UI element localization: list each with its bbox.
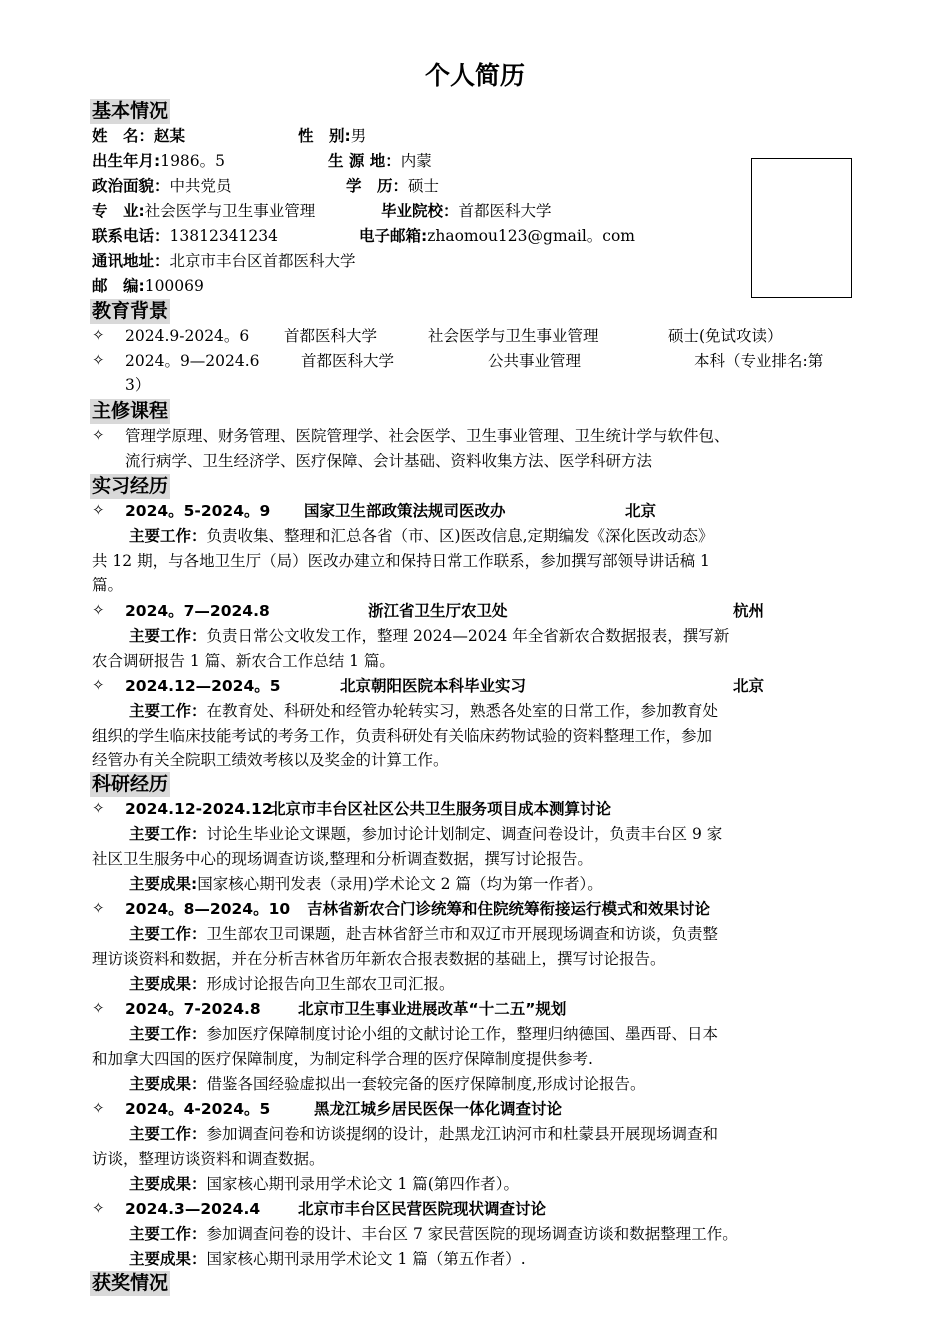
degree-label: 学 历： <box>346 177 409 195</box>
edu-1-major: 社会医学与卫生事业管理 <box>428 327 599 345</box>
major-label: 专 业: <box>92 202 145 220</box>
intern-3-line-1 <box>129 701 718 721</box>
research-1-period: 2024.12-2024.12 <box>125 800 273 818</box>
bullet-icon: ✧ <box>92 799 105 817</box>
intern-3-city: 北京 <box>733 677 765 695</box>
intern-2-line-1 <box>129 626 729 646</box>
intern-3-period: 2024.12—2024。5 <box>125 677 281 695</box>
intern-3-line-3: 经管办有关全院职工绩效考核以及奖金的计算工作。 <box>92 751 449 769</box>
intern-3-org: 北京朝阳医院本科毕业实习 <box>340 677 527 695</box>
origin-value: 内蒙 <box>400 152 432 170</box>
work-text: 负责日常公文收发工作，整理 2024—2024 年全省新农合数据报表，撰写新 <box>206 627 730 645</box>
gender-value: 男 <box>350 127 367 145</box>
courses-line-1: 管理学原理、财务管理、医院管理学、社会医学、卫生事业管理、卫生统计学与软件包、 <box>125 427 730 445</box>
birth-label: 出生年月: <box>92 152 161 170</box>
edu-2-degree-cont: 3） <box>125 376 151 394</box>
work-label: 主要工作： <box>129 925 207 943</box>
intern-2-org: 浙江省卫生厅农卫处 <box>368 602 508 620</box>
work-text: 在教育处、科研处和经管办轮转实习，熟悉各处室的日常工作，参加教育处 <box>206 702 719 720</box>
phone-value: 13812341234 <box>169 227 278 245</box>
research-5-topic: 北京市丰台区民营医院现状调查讨论 <box>298 1200 547 1218</box>
zip-value: 100069 <box>144 277 204 295</box>
bullet-icon: ✧ <box>92 351 105 369</box>
bullet-icon: ✧ <box>92 601 105 619</box>
research-1-result <box>129 874 603 894</box>
result-text: 国家核心期刊发表（录用)学术论文 2 篇（均为第一作者）。 <box>197 875 603 893</box>
research-4-period: 2024。4-2024。5 <box>125 1100 271 1118</box>
work-label: 主要工作： <box>129 702 207 720</box>
courses-line-2: 流行病学、卫生经济学、医疗保障、会计基础、资料收集方法、医学科研方法 <box>125 452 653 470</box>
research-3-topic: 北京市卫生事业进展改革“十二五”规划 <box>298 1000 567 1018</box>
phone-row <box>92 226 278 246</box>
intern-2-period: 2024。7—2024.8 <box>125 602 270 620</box>
intern-2-city: 杭州 <box>733 602 765 620</box>
page-title: 个人简历 <box>424 61 525 90</box>
intern-1-org: 国家卫生部政策法规司医改办 <box>304 502 506 520</box>
research-2-period: 2024。8—2024。10 <box>125 900 291 918</box>
work-text: 参加调查问卷和访谈提纲的设计，赴黑龙江讷河市和杜蒙县开展现场调查和 <box>206 1125 719 1143</box>
politics-row <box>92 176 232 196</box>
bullet-icon: ✧ <box>92 899 105 917</box>
bullet-icon: ✧ <box>92 501 105 519</box>
work-label: 主要工作： <box>129 627 207 645</box>
section-awards-heading: 获奖情况 <box>92 1272 169 1294</box>
intern-3-line-2: 组织的学生临床技能考试的考务工作，负责科研处有关临床药物试验的资料整理工作，参加 <box>92 727 713 745</box>
result-label: 主要成果： <box>129 1175 207 1193</box>
email-row <box>359 226 635 246</box>
intern-2-line-2: 农合调研报告 1 篇、新农合工作总结 1 篇。 <box>92 652 395 670</box>
address-value: 北京市丰台区首都医科大学 <box>169 252 356 270</box>
bullet-icon: ✧ <box>92 326 105 344</box>
research-4-work-2: 访谈，整理访谈资料和调查数据。 <box>92 1150 325 1168</box>
research-4-topic: 黑龙江城乡居民医保一体化调查讨论 <box>314 1100 563 1118</box>
school-row <box>381 201 552 221</box>
degree-row <box>346 176 439 196</box>
origin-row <box>328 151 432 171</box>
intern-1-line-3: 篇。 <box>92 576 124 594</box>
edu-2-degree: 本科（专业排名:第 <box>694 352 824 370</box>
phone-label: 联系电话： <box>92 227 170 245</box>
result-text: 国家核心期刊录用学术论文 1 篇（第五作者）. <box>206 1250 526 1268</box>
result-label: 主要成果： <box>129 975 207 993</box>
name-row <box>92 126 185 146</box>
gender-row <box>298 126 366 146</box>
result-text: 国家核心期刊录用学术论文 1 篇(第四作者）。 <box>206 1175 520 1193</box>
research-3-period: 2024。7-2024.8 <box>125 1000 261 1018</box>
work-label: 主要工作： <box>129 1125 207 1143</box>
research-5-work-1 <box>129 1224 738 1244</box>
section-courses-heading: 主修课程 <box>92 400 169 422</box>
research-3-work-1 <box>129 1024 718 1044</box>
photo-placeholder <box>751 158 852 298</box>
work-label: 主要工作： <box>129 1225 207 1243</box>
edu-1-school: 首都医科大学 <box>284 327 378 345</box>
research-2-work-1 <box>129 924 718 944</box>
work-label: 主要工作： <box>129 527 207 545</box>
degree-value: 硕士 <box>408 177 440 195</box>
work-label: 主要工作： <box>129 1025 207 1043</box>
research-2-topic: 吉林省新农合门诊统筹和住院统筹衔接运行模式和效果讨论 <box>307 900 711 918</box>
intern-1-period: 2024。5-2024。9 <box>125 502 271 520</box>
section-internship-heading: 实习经历 <box>92 475 169 497</box>
section-research-heading: 科研经历 <box>92 773 169 795</box>
work-text: 卫生部农卫司课题，赴吉林省舒兰市和双辽市开展现场调查和访谈，负责整 <box>206 925 719 943</box>
result-label: 主要成果: <box>129 875 198 893</box>
section-education-heading: 教育背景 <box>92 300 169 322</box>
major-row <box>92 201 315 221</box>
research-4-work-1 <box>129 1124 718 1144</box>
research-3-result <box>129 1074 645 1094</box>
politics-value: 中共党员 <box>169 177 232 195</box>
section-basic-heading: 基本情况 <box>92 100 169 122</box>
zip-label: 邮 编: <box>92 277 145 295</box>
major-value: 社会医学与卫生事业管理 <box>144 202 316 220</box>
gender-label: 性 别: <box>298 127 351 145</box>
email-label: 电子邮箱: <box>359 227 428 245</box>
result-text: 借鉴各国经验虚拟出一套较完备的医疗保障制度,形成讨论报告。 <box>206 1075 646 1093</box>
name-label: 姓 名： <box>92 127 155 145</box>
result-label: 主要成果： <box>129 1250 207 1268</box>
research-5-period: 2024.3—2024.4 <box>125 1200 261 1218</box>
name-value: 赵某 <box>154 127 186 145</box>
research-1-work-1 <box>129 824 722 844</box>
politics-label: 政治面貌： <box>92 177 170 195</box>
edu-2-school: 首都医科大学 <box>301 352 395 370</box>
research-2-result <box>129 974 455 994</box>
work-text: 讨论生毕业论文课题，参加讨论计划制定、调查问卷设计，负责丰台区 9 家 <box>206 825 723 843</box>
school-label: 毕业院校： <box>381 202 459 220</box>
bullet-icon: ✧ <box>92 426 105 444</box>
research-3-work-2: 和加拿大四国的医疗保障制度，为制定科学合理的医疗保障制度提供参考. <box>92 1050 593 1068</box>
research-5-result <box>129 1249 526 1269</box>
birth-row <box>92 151 225 171</box>
address-row <box>92 251 356 271</box>
edu-2-period: 2024。9—2024.6 <box>125 352 260 370</box>
research-1-work-2: 社区卫生服务中心的现场调查访谈,整理和分析调查数据，撰写讨论报告。 <box>92 850 593 868</box>
work-text: 参加调查问卷的设计、丰台区 7 家民营医院的现场调查访谈和数据整理工作。 <box>206 1225 738 1243</box>
intern-1-line-1 <box>129 526 714 546</box>
bullet-icon: ✧ <box>92 999 105 1017</box>
intern-1-line-2: 共 12 期，与各地卫生厅（局）医改办建立和保持日常工作联系，参加撰写部领导讲话稿 1 <box>92 552 710 570</box>
birth-value: 1986。5 <box>160 152 226 170</box>
research-2-work-2: 理访谈资料和数据，并在分析吉林省历年新农合报表数据的基础上，撰写讨论报告。 <box>92 950 666 968</box>
bullet-icon: ✧ <box>92 676 105 694</box>
address-label: 通讯地址： <box>92 252 170 270</box>
edu-2-major: 公共事业管理 <box>488 352 582 370</box>
edu-1-period: 2024.9-2024。6 <box>125 327 250 345</box>
bullet-icon: ✧ <box>92 1099 105 1117</box>
zip-row <box>92 276 204 296</box>
work-text: 负责收集、整理和汇总各省（市、区)医改信息,定期编发《深化医改动态》 <box>206 527 714 545</box>
intern-1-city: 北京 <box>625 502 657 520</box>
edu-1-degree: 硕士(免试攻读） <box>668 327 783 345</box>
result-text: 形成讨论报告向卫生部农卫司汇报。 <box>206 975 455 993</box>
work-label: 主要工作： <box>129 825 207 843</box>
research-4-result <box>129 1174 519 1194</box>
bullet-icon: ✧ <box>92 1199 105 1217</box>
work-text: 参加医疗保障制度讨论小组的文献讨论工作，整理归纳德国、墨西哥、日本 <box>206 1025 719 1043</box>
result-label: 主要成果： <box>129 1075 207 1093</box>
research-1-topic: 北京市丰台区社区公共卫生服务项目成本测算讨论 <box>270 800 612 818</box>
school-value: 首都医科大学 <box>458 202 552 220</box>
email-value: zhaomou123@gmail。com <box>427 227 636 245</box>
origin-label: 生 源 地： <box>328 152 401 170</box>
